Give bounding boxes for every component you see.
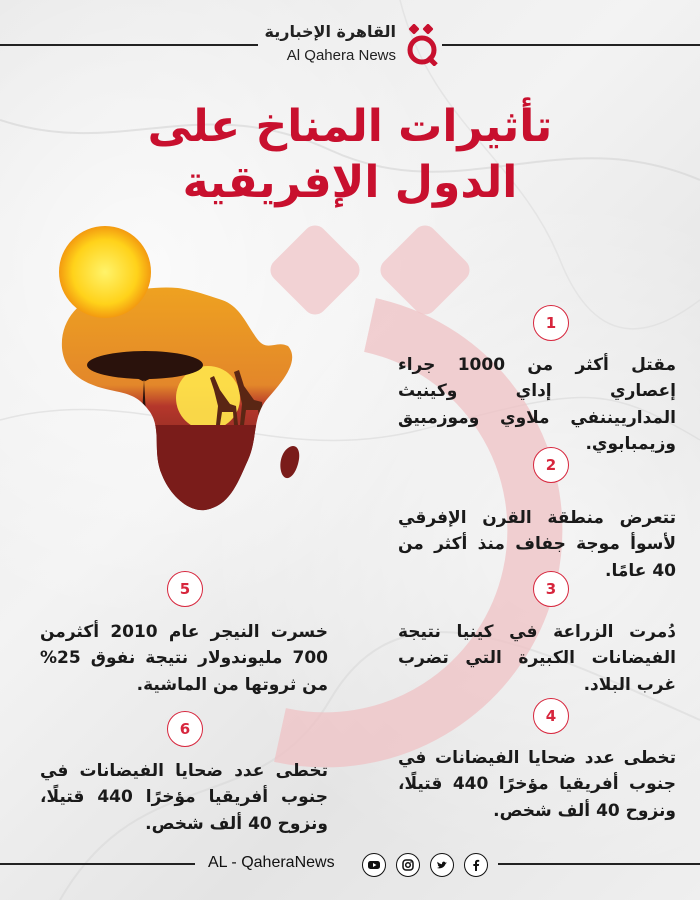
brand-logo-block[interactable] [264,20,440,70]
item-text-6: تخطى عدد ضحايا الفيضانات في جنوب أفريقيا مؤخرًا 440 قتيلًا، ونزوح 40 ألف شخص. [40,761,328,834]
item-text-1: مقتل أكثر من 1000 جراء إعصاري إداي وكينيث المدارييننفي ملاوي وموزمبيق وزيمبابوي. [398,355,677,455]
brand-name-english: Al Qahera News [286,47,396,64]
item-text-3: دُمرت الزراعة في كينيا نتيجة الفيضانات الكبيرة التي تضرب غرب البلاد. [398,622,676,695]
header-line-left [0,44,258,46]
item-number-6: 6 [167,711,203,747]
item-number-2: 2 [533,447,569,483]
facebook-icon[interactable] [464,853,488,877]
page-title-line1: تأثيرات المناخ على [147,101,553,152]
youtube-icon[interactable] [362,853,386,877]
page-title-line2: الدول الإفريقية [182,157,518,208]
instagram-icon[interactable] [396,853,420,877]
footer-handle: AL - QaheraNews [208,854,335,871]
item-number-3: 3 [533,571,569,607]
item-text-2: تتعرض منطقة القرن الإفرقي لأسوأ موجة جفاف منذ أكثر من 40 عامًا. [398,508,676,581]
item-number-4: 4 [533,698,569,734]
footer-line-right [498,863,700,865]
africa-map-illustration [40,220,310,520]
brand-name-arabic: القاهرة الإخبارية [264,22,396,41]
item-text-5: خسرت النيجر عام 2010 أكثرمن 700 مليوندولار نتيجة نفوق 25% من ثروتها من الماشية. [40,622,328,695]
brand-logo-icon [404,24,440,66]
footer-line-left [0,863,195,865]
header-line-right [442,44,700,46]
item-number-5: 5 [167,571,203,607]
item-text-4: تخطى عدد ضحايا الفيضانات في جنوب أفريقيا مؤخرًا 440 قتيلًا، ونزوح 40 ألف شخص. [398,748,676,821]
item-number-1: 1 [533,305,569,341]
twitter-icon[interactable] [430,853,454,877]
